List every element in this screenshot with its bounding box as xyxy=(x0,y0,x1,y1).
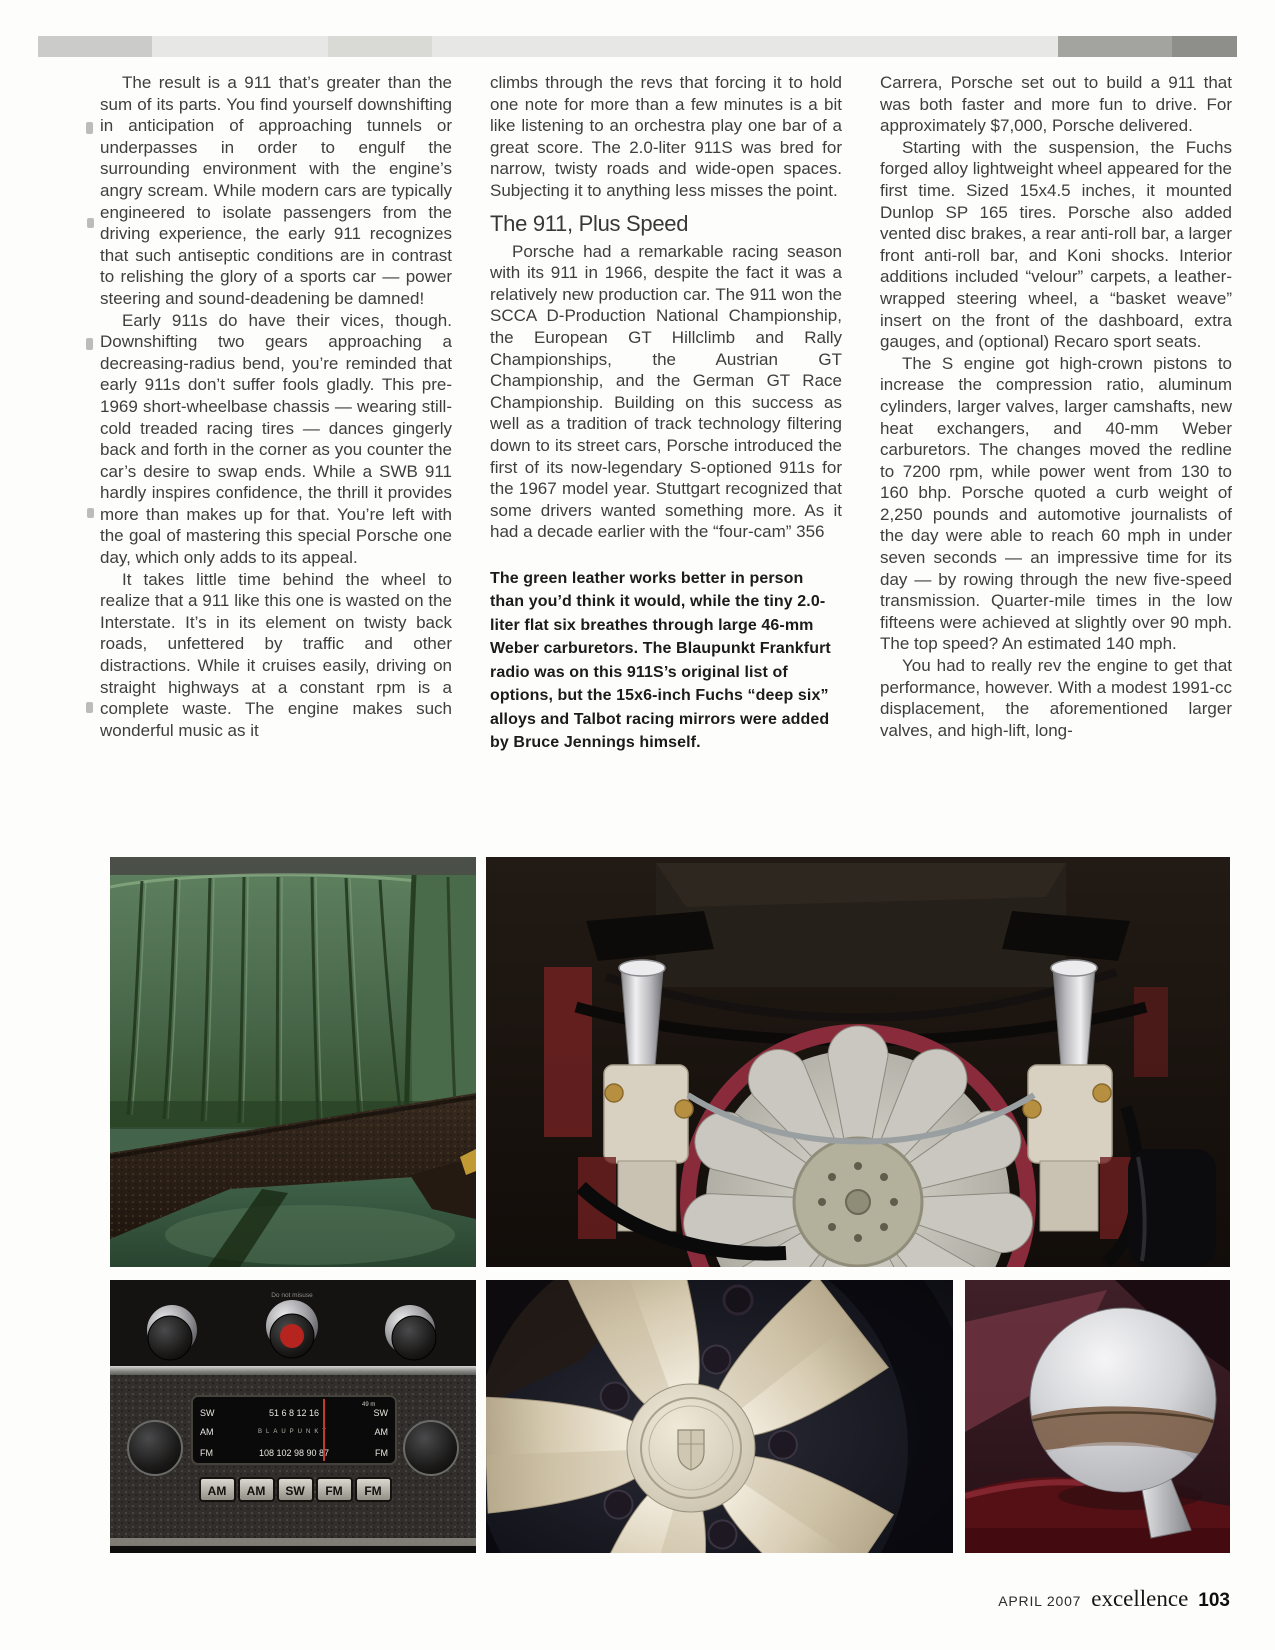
preset-button-label: SW xyxy=(285,1484,305,1498)
photo-fuchs-wheel xyxy=(486,1280,953,1553)
dial-fm-scale: 108 102 98 90 87 xyxy=(258,1448,330,1458)
seat-back xyxy=(110,875,476,1133)
dial-band-label: AM xyxy=(374,1427,388,1437)
talbot-mirror-illustration xyxy=(965,1280,1230,1553)
scan-artifact-band xyxy=(38,36,1237,57)
dial-band-label: SW xyxy=(200,1408,215,1418)
dial-band-label: SW xyxy=(373,1408,388,1418)
preset-button-label: AM xyxy=(246,1484,266,1498)
photo-talbot-mirror xyxy=(965,1280,1230,1553)
photo-dashboard-radio xyxy=(110,1280,476,1553)
dial-sw-scale: 51 6 8 12 16 xyxy=(268,1408,320,1418)
dial-band-label: FM xyxy=(200,1448,213,1458)
page-footer xyxy=(998,1586,1230,1612)
body-paragraph: The result is a 911 that’s greater than the sum of its parts. You find yourself downshifting in anticipation of approaching tunnels or underpasses in order to engulf the surrounding environment with the engine’s angry scream. While modern cars are typically engineered to isolate passengers from the driving experience, the early 911 recognizes that such antiseptic conditions are in contrast to relishing the glory of a sports car — power steering and sound-deadening be damned! xyxy=(100,73,452,308)
text-column-3 xyxy=(880,72,1232,862)
scan-edge-mark xyxy=(86,338,93,350)
scan-edge-mark xyxy=(86,702,93,713)
body-paragraph: Early 911s do have their vices, though. Downshifting two gears approaching a decreasing-radius bend, you’re reminded that early 911s don’t suffer fools gladly. This pre-1969 short-wheelbase chassis — wearing still-cold treaded racing tires — dances gingerly back and forth in the corner as you counter the car’s desire to swap ends. While a SWB 911 hardly inspires confidence, the thrill it provides more than makes up for that. You’re left with the goal of mastering this special Porsche one day, which only adds to its appeal. xyxy=(100,310,452,568)
engine-bay-illustration xyxy=(486,857,1230,1267)
dial-band-label: AM xyxy=(200,1427,214,1437)
knob-warning-label: Do not misuse xyxy=(271,1292,313,1299)
footer-magazine-name: excellence xyxy=(1091,1586,1189,1611)
radio-knob-left xyxy=(128,1421,182,1475)
radio-dial xyxy=(192,1396,396,1464)
body-paragraph: climbs through the revs that forcing it to hold one note for more than a few minutes is a bit like listening to an orchestra play one bar of a great score. The 2.0-liter 911S was bred for narrow, twisty roads and wide-open spaces. Subjecting it to anything less misses the point. xyxy=(490,73,842,200)
photo-engine-bay xyxy=(486,857,1230,1267)
rear-seats-illustration xyxy=(110,857,476,1267)
preset-button-label: FM xyxy=(325,1484,343,1498)
radio-preset-buttons xyxy=(200,1478,391,1501)
dial-brand-label: BLAUPUNKT xyxy=(257,1429,331,1435)
scan-artifact-patch xyxy=(1172,36,1237,57)
scan-artifact-patch xyxy=(1058,36,1172,57)
body-paragraph: It takes little time behind the wheel to realize that a 911 like this one is wasted on the Interstate. It’s in its element on twisty back roads, unfettered by traffic and other distractions. While it cruises easily, driving on straight highways at a constant rpm is a complete waste. The engine makes such wonderful music as it xyxy=(100,569,452,740)
section-heading: The 911, Plus Speed xyxy=(490,210,689,236)
scan-artifact-patch xyxy=(328,36,432,57)
chassis-bolt xyxy=(724,1286,752,1314)
preset-button-label: FM xyxy=(364,1484,382,1498)
dial-band-label: FM xyxy=(375,1448,388,1458)
scan-edge-mark xyxy=(87,508,94,518)
dashboard-radio-illustration xyxy=(110,1280,476,1553)
scan-edge-mark xyxy=(86,122,93,134)
preset-button-label: AM xyxy=(207,1484,227,1498)
text-column-2 xyxy=(490,72,842,862)
dial-wave-note: 49 m xyxy=(362,1402,376,1408)
body-paragraph: Carrera, Porsche set out to build a 911 that was both faster and more fun to drive. For approximately $7,000, Porsche delivered. xyxy=(880,73,1232,136)
body-paragraph: Porsche had a remarkable racing season with its 911 in 1966, despite the fact it was a relatively new production car. The 911 won the SCCA D-Production National Championship, the European GT Hillclimb and Rally Championships, the Austrian GT Championship, and the German GT Race Championship. Building on this success as well as a tradition of track technology filtering down to its street cars, Porsche introduced the first of its now-legendary S-optioned 911s for the 1967 model year. Stuttgart recognized that some drivers wanted something more. As it had a decade earlier with the “four-cam” 356 xyxy=(490,241,842,542)
fuchs-wheel-illustration xyxy=(486,1280,953,1553)
body-paragraph: Starting with the suspension, the Fuchs forged alloy lightweight wheel appeared for the first time. Sized 15x4.5 inches, it mounted Dunlop SP 165 tires. Porsche also added vented disc brakes, a rear anti-roll bar, a larger front anti-roll bar, and Koni shocks. Interior additions included “velour” carpets, a leather-wrapped steering wheel, a “basket weave” insert on the front of the dashboard, extra gauges, and (optional) Recaro sport seats. xyxy=(880,137,1232,352)
photo-caption: The green leather works better in person than you’d think it would, while the tiny 2.0-liter flat six breathes through large 46-mm Weber carburetors. The Blaupunkt Frankfurt radio was on this 911S’s original list of options, but the 15x6-inch Fuchs “deep six” alloys and Talbot racing mirrors were added by Bruce Jennings himself. xyxy=(490,569,831,752)
scan-edge-mark xyxy=(87,218,94,228)
footer-page-number: 103 xyxy=(1198,1590,1230,1611)
body-paragraph: You had to really rev the engine to get that performance, however. With a modest 1991-cc displacement, the aforementioned larger valves, and high-lift, long- xyxy=(880,656,1232,740)
porsche-crest xyxy=(678,1430,704,1470)
photo-rear-seats xyxy=(110,857,476,1267)
text-column-1 xyxy=(100,72,452,862)
radio-knob-right xyxy=(404,1421,458,1475)
body-paragraph: The S engine got high-crown pistons to increase the compression ratio, aluminum cylinders, larger valves, larger camshafts, new heat exchangers, and 40-mm Weber carburetors. The changes moved the redline to 7200 rpm, while power went from 130 to 160 bhp. Porsche quoted a curb weight of 2,250 pounds and automotive journalists of the day were able to reach 60 mph in under seven seconds — an impressive time for its day — by rowing through the new five-speed transmission. Quarter-mile times in the low fifteens were achieved at slightly over 90 mph. The top speed? An estimated 140 mph. xyxy=(880,353,1232,654)
footer-issue-date: APRIL 2007 xyxy=(998,1593,1082,1609)
scan-artifact-patch xyxy=(38,36,152,57)
